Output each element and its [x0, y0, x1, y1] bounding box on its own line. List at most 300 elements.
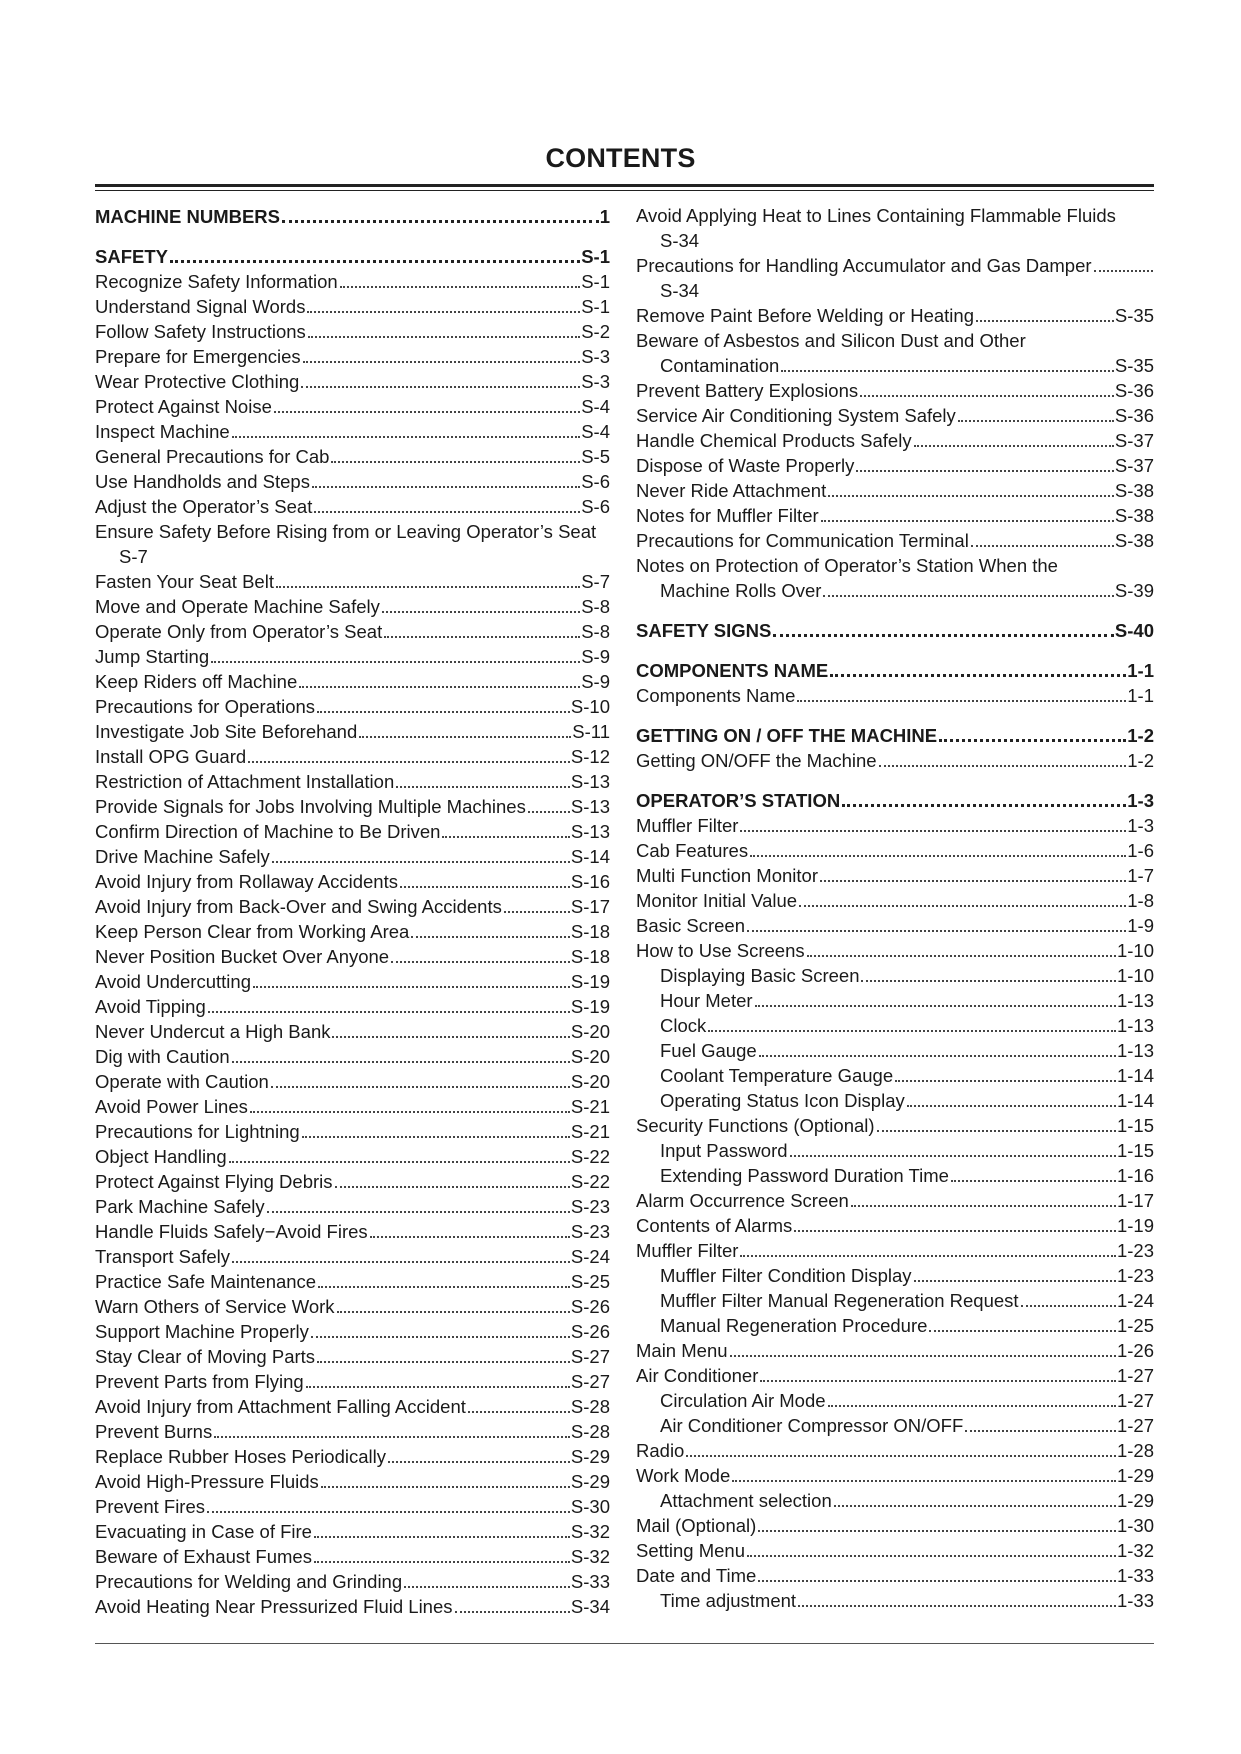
toc-entry-page: 1-26	[1116, 1340, 1154, 1361]
toc-entry-page: S-38	[1114, 530, 1154, 551]
toc-entry-page: S-36	[1114, 380, 1154, 401]
toc-entry-title: Fasten Your Seat Belt	[95, 571, 274, 592]
toc-entry-title: Drive Machine Safely	[95, 846, 270, 867]
toc-entry-page: 1-16	[1116, 1165, 1154, 1186]
toc-entry[interactable]	[95, 1244, 610, 1269]
toc-section-heading[interactable]	[95, 203, 610, 229]
toc-entry[interactable]	[95, 344, 610, 369]
section-title: SAFETY	[95, 246, 168, 267]
toc-entry[interactable]	[636, 203, 1154, 228]
toc-entry[interactable]	[95, 1119, 610, 1144]
toc-entry-title: Avoid Injury from Attachment Falling Accident	[95, 1396, 466, 1417]
toc-entry-title: Wear Protective Clothing	[95, 371, 300, 392]
toc-entry-title: Avoid Injury from Rollaway Accidents	[95, 871, 398, 892]
toc-entry[interactable]	[95, 644, 610, 669]
toc-entry-title: Prevent Battery Explosions	[636, 380, 859, 401]
toc-section-heading[interactable]	[636, 657, 1154, 683]
dot-leader	[528, 811, 570, 813]
toc-entry[interactable]	[636, 1188, 1154, 1213]
toc-entry-title: Notes for Muffler Filter	[636, 505, 819, 526]
toc-entry[interactable]	[95, 919, 610, 944]
toc-entry[interactable]	[636, 453, 1154, 478]
toc-entry[interactable]	[636, 963, 1154, 988]
toc-entry[interactable]	[636, 1013, 1154, 1038]
dot-leader	[468, 1411, 570, 1413]
toc-entry-title: Install OPG Guard	[95, 746, 247, 767]
toc-entry-page: S-11	[572, 721, 610, 742]
toc-entry[interactable]	[636, 1538, 1154, 1563]
dot-leader	[758, 1580, 1116, 1582]
dot-leader	[504, 911, 570, 913]
toc-entry-title: Protect Against Flying Debris	[95, 1171, 333, 1192]
dot-leader	[253, 986, 570, 988]
toc-entry[interactable]	[95, 1019, 610, 1044]
toc-entry[interactable]	[95, 869, 610, 894]
toc-entry-page: S-32	[570, 1521, 610, 1542]
toc-entry-page: S-16	[570, 871, 610, 892]
toc-entry[interactable]	[95, 1569, 610, 1594]
toc-entry-title: Muffler Filter	[636, 1240, 739, 1261]
toc-entry-page: S-18	[570, 946, 610, 967]
dot-leader	[856, 470, 1114, 472]
dot-leader	[314, 1536, 570, 1538]
dot-leader	[442, 836, 569, 838]
section-title: COMPONENTS NAME	[636, 660, 829, 681]
dot-leader	[411, 936, 570, 938]
dot-leader	[929, 1330, 1116, 1332]
toc-entry-page: S-26	[570, 1321, 610, 1342]
toc-entry[interactable]	[95, 1344, 610, 1369]
dot-leader	[321, 1486, 570, 1488]
section-title: GETTING ON / OFF THE MACHINE	[636, 725, 938, 746]
dot-leader	[781, 370, 1114, 372]
toc-entry[interactable]	[636, 1363, 1154, 1388]
toc-entry-title: Prevent Burns	[95, 1421, 213, 1442]
toc-entry[interactable]	[636, 303, 1154, 328]
toc-entry[interactable]	[636, 1388, 1154, 1413]
toc-entry-title: Precautions for Operations	[95, 696, 316, 717]
toc-entry-page: 1-33	[1116, 1590, 1154, 1611]
toc-entry[interactable]	[95, 944, 610, 969]
toc-entry-page: S-29	[570, 1471, 610, 1492]
toc-entry-title: Confirm Direction of Machine to Be Driven	[95, 821, 441, 842]
dot-leader	[965, 1430, 1116, 1432]
dot-leader	[759, 1055, 1116, 1057]
toc-entry-page: S-20	[570, 1021, 610, 1042]
toc-entry[interactable]	[636, 863, 1154, 888]
dot-leader	[823, 595, 1114, 597]
dot-leader	[382, 611, 580, 613]
dot-leader	[958, 420, 1114, 422]
toc-entry-title: Avoid Heating Near Pressurized Fluid Lines	[95, 1596, 453, 1617]
toc-entry-title: Coolant Temperature Gauge	[660, 1065, 894, 1086]
toc-entry[interactable]	[636, 1513, 1154, 1538]
dot-leader	[317, 1361, 570, 1363]
toc-entry[interactable]	[95, 319, 610, 344]
toc-entry[interactable]	[636, 913, 1154, 938]
dot-leader	[708, 1030, 1116, 1032]
dot-leader	[331, 461, 580, 463]
dot-leader	[317, 711, 570, 713]
toc-entry[interactable]	[95, 1219, 610, 1244]
toc-entry[interactable]	[95, 744, 610, 769]
toc-entry[interactable]	[95, 619, 610, 644]
dot-leader	[276, 586, 580, 588]
toc-entry-title: Avoid Tipping	[95, 996, 206, 1017]
dot-leader	[232, 1261, 570, 1263]
footer-rule	[95, 1643, 1154, 1644]
dot-leader	[914, 1280, 1116, 1282]
toc-entry-page: S-17	[570, 896, 610, 917]
toc-entry-page: S-14	[570, 846, 610, 867]
dot-leader	[301, 386, 580, 388]
toc-entry-page: S-12	[570, 746, 610, 767]
toc-entry-title: Input Password	[660, 1140, 788, 1161]
toc-entry-page: S-34	[660, 230, 700, 251]
toc-entry-page: S-13	[570, 771, 610, 792]
dot-leader	[318, 1286, 570, 1288]
toc-entry[interactable]	[95, 569, 610, 594]
toc-entry[interactable]	[95, 1069, 610, 1094]
toc-entry-title: Avoid Undercutting	[95, 971, 251, 992]
toc-entry-title: Warn Others of Service Work	[95, 1296, 335, 1317]
dot-leader	[939, 739, 1126, 742]
toc-entry-title: Stay Clear of Moving Parts	[95, 1346, 316, 1367]
dot-leader	[851, 1205, 1116, 1207]
toc-entry[interactable]	[95, 719, 610, 744]
toc-entry[interactable]	[95, 1169, 610, 1194]
toc-entry-title: Time adjustment	[660, 1590, 797, 1611]
toc-entry-page: S-30	[570, 1496, 610, 1517]
toc-entry[interactable]	[95, 1144, 610, 1169]
toc-entry[interactable]	[636, 1238, 1154, 1263]
toc-entry-title: Fuel Gauge	[660, 1040, 757, 1061]
toc-entry[interactable]	[95, 1519, 610, 1544]
toc-entry-page: 1-3	[1127, 815, 1154, 836]
toc-entry-title: Dispose of Waste Properly	[636, 455, 855, 476]
toc-entry-page: S-27	[570, 1346, 610, 1367]
toc-entry[interactable]	[636, 1138, 1154, 1163]
toc-column-left	[95, 203, 610, 1619]
toc-entry-page: S-27	[570, 1371, 610, 1392]
toc-entry[interactable]	[636, 813, 1154, 838]
toc-entry[interactable]	[95, 1369, 610, 1394]
toc-entry-title: Prepare for Emergencies	[95, 346, 301, 367]
toc-entry-title: Practice Safe Maintenance	[95, 1271, 317, 1292]
dot-leader	[211, 661, 580, 663]
dot-leader	[820, 880, 1126, 882]
toc-entry-title: Prevent Fires	[95, 1496, 206, 1517]
toc-entry-title: Muffler Filter	[636, 815, 739, 836]
section-page: 1	[599, 206, 610, 227]
dot-leader	[879, 765, 1127, 767]
toc-entry[interactable]	[95, 1594, 610, 1619]
dot-leader	[861, 980, 1115, 982]
toc-entry-page: S-9	[581, 671, 610, 692]
toc-entry[interactable]	[95, 394, 610, 419]
toc-entry-page: S-13	[570, 821, 610, 842]
dot-leader	[232, 436, 580, 438]
toc-entry-page: S-22	[570, 1171, 610, 1192]
toc-entry[interactable]	[95, 444, 610, 469]
toc-entry[interactable]	[95, 494, 610, 519]
dot-leader	[388, 1461, 570, 1463]
toc-entry-page: 1-10	[1116, 940, 1154, 961]
toc-entry[interactable]	[636, 748, 1154, 773]
dot-leader	[370, 1236, 570, 1238]
toc-entry[interactable]	[95, 669, 610, 694]
dot-leader	[1021, 1305, 1116, 1307]
dot-leader	[842, 804, 1126, 807]
toc-entry[interactable]	[95, 1544, 610, 1569]
toc-entry[interactable]	[95, 969, 610, 994]
dot-leader	[271, 1086, 570, 1088]
toc-entry-title: Multi Function Monitor	[636, 865, 818, 886]
toc-entry-page: S-35	[1114, 355, 1154, 376]
toc-entry[interactable]	[95, 844, 610, 869]
toc-entry[interactable]	[95, 1444, 610, 1469]
toc-entry-page: S-1	[581, 271, 610, 292]
toc-entry[interactable]	[95, 469, 610, 494]
toc-entry[interactable]	[636, 378, 1154, 403]
toc-entry[interactable]	[95, 1394, 610, 1419]
toc-entry[interactable]	[636, 1163, 1154, 1188]
toc-entry-title: General Precautions for Cab	[95, 446, 330, 467]
toc-entry-page: S-21	[570, 1096, 610, 1117]
toc-entry-title: Service Air Conditioning System Safely	[636, 405, 956, 426]
toc-entry-title: Main Menu	[636, 1340, 728, 1361]
toc-entry[interactable]	[95, 1419, 610, 1444]
toc-entry-title: Beware of Asbestos and Silicon Dust and Other	[636, 330, 1026, 351]
toc-entry-title: Cab Features	[636, 840, 749, 861]
toc-entry[interactable]	[636, 1313, 1154, 1338]
toc-entry-page: S-24	[570, 1246, 610, 1267]
toc-entry[interactable]	[636, 503, 1154, 528]
toc-entry-page: S-32	[570, 1546, 610, 1567]
dot-leader	[307, 311, 580, 313]
toc-entry-page: 1-23	[1116, 1265, 1154, 1286]
toc-entry-page: 1-23	[1116, 1240, 1154, 1261]
dot-leader	[1094, 270, 1153, 272]
toc-entry-page: S-37	[1114, 455, 1154, 476]
toc-entry-title: Clock	[660, 1015, 707, 1036]
dot-leader	[396, 786, 570, 788]
toc-entry[interactable]	[95, 1494, 610, 1519]
toc-entry-title: Move and Operate Machine Safely	[95, 596, 380, 617]
dot-leader	[340, 286, 581, 288]
toc-entry[interactable]	[95, 1044, 610, 1069]
toc-entry-page: S-3	[581, 371, 610, 392]
toc-entry-title: Dig with Caution	[95, 1046, 230, 1067]
section-page: S-1	[581, 246, 610, 267]
toc-entry-page: S-20	[570, 1071, 610, 1092]
toc-entry-title: Inspect Machine	[95, 421, 230, 442]
toc-entry-page: 1-14	[1116, 1090, 1154, 1111]
toc-entry[interactable]	[95, 994, 610, 1019]
toc-entry-title: Avoid High-Pressure Fluids	[95, 1471, 319, 1492]
dot-leader	[828, 1405, 1116, 1407]
dot-leader	[335, 1186, 570, 1188]
toc-entry[interactable]	[95, 519, 610, 544]
dot-leader	[248, 761, 570, 763]
toc-entry-page: 1-14	[1116, 1065, 1154, 1086]
toc-entry[interactable]	[95, 369, 610, 394]
dot-leader	[400, 886, 570, 888]
toc-entry[interactable]	[95, 894, 610, 919]
dot-leader	[907, 1105, 1116, 1107]
toc-section-heading[interactable]	[636, 722, 1154, 748]
toc-entry-title: Keep Riders off Machine	[95, 671, 298, 692]
toc-entry[interactable]	[636, 988, 1154, 1013]
toc-entry-title-continued: Machine Rolls Over	[660, 580, 822, 601]
toc-entry[interactable]	[636, 578, 1154, 603]
toc-entry[interactable]	[95, 419, 610, 444]
toc-section-heading[interactable]	[636, 787, 1154, 813]
toc-entry-title: Follow Safety Instructions	[95, 321, 306, 342]
dot-leader	[773, 634, 1114, 637]
dot-leader	[302, 1136, 570, 1138]
toc-entry[interactable]	[95, 694, 610, 719]
toc-entry[interactable]	[636, 1463, 1154, 1488]
dot-leader	[314, 511, 580, 513]
toc-entry[interactable]	[95, 1094, 610, 1119]
toc-entry-page: S-26	[570, 1296, 610, 1317]
toc-entry-title: Recognize Safety Information	[95, 271, 338, 292]
toc-entry[interactable]	[636, 1063, 1154, 1088]
toc-entry[interactable]	[636, 1438, 1154, 1463]
dot-leader	[758, 1530, 1116, 1532]
toc-entry-title: Precautions for Lightning	[95, 1121, 300, 1142]
dot-leader	[821, 520, 1114, 522]
toc-entry-page: S-8	[581, 621, 610, 642]
toc-entry-title: Extending Password Duration Time	[660, 1165, 949, 1186]
toc-entry-page: 1-25	[1116, 1315, 1154, 1336]
toc-entry[interactable]	[636, 683, 1154, 708]
toc-entry[interactable]	[636, 1088, 1154, 1113]
dot-leader	[303, 361, 581, 363]
dot-leader	[971, 545, 1114, 547]
toc-entry[interactable]	[95, 819, 610, 844]
toc-entry-page: 1-13	[1116, 1015, 1154, 1036]
toc-entry[interactable]	[95, 1294, 610, 1319]
toc-entry-page: 1-1	[1127, 685, 1154, 706]
toc-entry[interactable]	[636, 1288, 1154, 1313]
toc-entry-title: Notes on Protection of Operator’s Station When the	[636, 555, 1058, 576]
toc-entry[interactable]	[95, 294, 610, 319]
toc-entry-title: Never Undercut a High Bank	[95, 1021, 331, 1042]
toc-entry[interactable]	[95, 769, 610, 794]
toc-entry[interactable]	[636, 1213, 1154, 1238]
toc-entry-title: Displaying Basic Screen	[660, 965, 860, 986]
toc-entry-title: Security Functions (Optional)	[636, 1115, 875, 1136]
dot-leader	[299, 686, 580, 688]
toc-entry[interactable]	[95, 1269, 610, 1294]
toc-entry-title: Getting ON/OFF the Machine	[636, 750, 877, 771]
dot-leader	[740, 830, 1126, 832]
section-page: S-40	[1114, 620, 1154, 641]
toc-entry[interactable]	[636, 1263, 1154, 1288]
toc-entry-title: Setting Menu	[636, 1540, 746, 1561]
toc-entry-page: 1-29	[1116, 1465, 1154, 1486]
toc-column-right	[636, 203, 1154, 1613]
toc-entry-page: S-4	[581, 421, 610, 442]
toc-entry[interactable]	[636, 1563, 1154, 1588]
dot-leader	[797, 700, 1126, 702]
dot-leader	[755, 1005, 1116, 1007]
toc-entry-title: Transport Safely	[95, 1246, 231, 1267]
toc-entry[interactable]	[95, 1319, 610, 1344]
dot-leader	[686, 1455, 1116, 1457]
dot-leader	[272, 861, 570, 863]
toc-entry[interactable]	[636, 838, 1154, 863]
toc-entry-title: Contents of Alarms	[636, 1215, 793, 1236]
toc-entry-page: 1-13	[1116, 1040, 1154, 1061]
toc-entry[interactable]	[636, 528, 1154, 553]
toc-entry[interactable]	[636, 478, 1154, 503]
toc-entry[interactable]	[636, 1338, 1154, 1363]
dot-leader	[799, 905, 1126, 907]
toc-entry-title: Avoid Injury from Back-Over and Swing Accidents	[95, 896, 502, 917]
toc-entry[interactable]	[636, 938, 1154, 963]
toc-entry-page: S-21	[570, 1121, 610, 1142]
toc-entry[interactable]	[636, 353, 1154, 378]
toc-entry-title: Object Handling	[95, 1146, 227, 1167]
toc-entry-page: 1-9	[1127, 915, 1154, 936]
toc-entry-title-continued: Contamination	[660, 355, 780, 376]
toc-entry[interactable]	[636, 1113, 1154, 1138]
toc-entry[interactable]	[636, 253, 1154, 278]
toc-section-heading[interactable]	[95, 243, 610, 269]
toc-section-heading[interactable]	[636, 617, 1154, 643]
toc-entry-page: S-39	[1114, 580, 1154, 601]
dot-leader	[337, 1311, 570, 1313]
toc-entry[interactable]	[95, 1194, 610, 1219]
toc-entry-page: S-4	[581, 396, 610, 417]
toc-entry[interactable]	[636, 1038, 1154, 1063]
toc-entry-page: S-10	[570, 696, 610, 717]
dot-leader	[312, 486, 580, 488]
toc-entry-title: Work Mode	[636, 1465, 731, 1486]
dot-leader	[282, 220, 599, 223]
dot-leader	[830, 674, 1126, 677]
toc-entry-title: Protect Against Noise	[95, 396, 272, 417]
toc-entry[interactable]	[636, 1588, 1154, 1613]
toc-entry[interactable]	[95, 1469, 610, 1494]
toc-entry-page: 1-17	[1116, 1190, 1154, 1211]
toc-entry-page: S-1	[581, 296, 610, 317]
toc-entry[interactable]	[95, 269, 610, 294]
toc-entry-title: Investigate Job Site Beforehand	[95, 721, 358, 742]
dot-leader	[740, 1255, 1116, 1257]
toc-entry[interactable]	[95, 794, 610, 819]
toc-entry-page: 1-19	[1116, 1215, 1154, 1236]
dot-leader	[976, 320, 1114, 322]
toc-entry[interactable]	[636, 428, 1154, 453]
dot-leader	[332, 1036, 569, 1038]
toc-entry[interactable]	[636, 888, 1154, 913]
section-page: 1-3	[1127, 790, 1154, 811]
toc-entry-page: S-38	[1114, 505, 1154, 526]
toc-entry[interactable]	[636, 1413, 1154, 1438]
section-title: MACHINE NUMBERS	[95, 206, 280, 227]
toc-entry-page: S-18	[570, 921, 610, 942]
toc-entry[interactable]	[636, 1488, 1154, 1513]
toc-entry[interactable]	[636, 403, 1154, 428]
dot-leader	[214, 1436, 570, 1438]
toc-entry-page: S-2	[581, 321, 610, 342]
toc-entry[interactable]	[95, 594, 610, 619]
toc-entry-page: 1-33	[1116, 1565, 1154, 1586]
